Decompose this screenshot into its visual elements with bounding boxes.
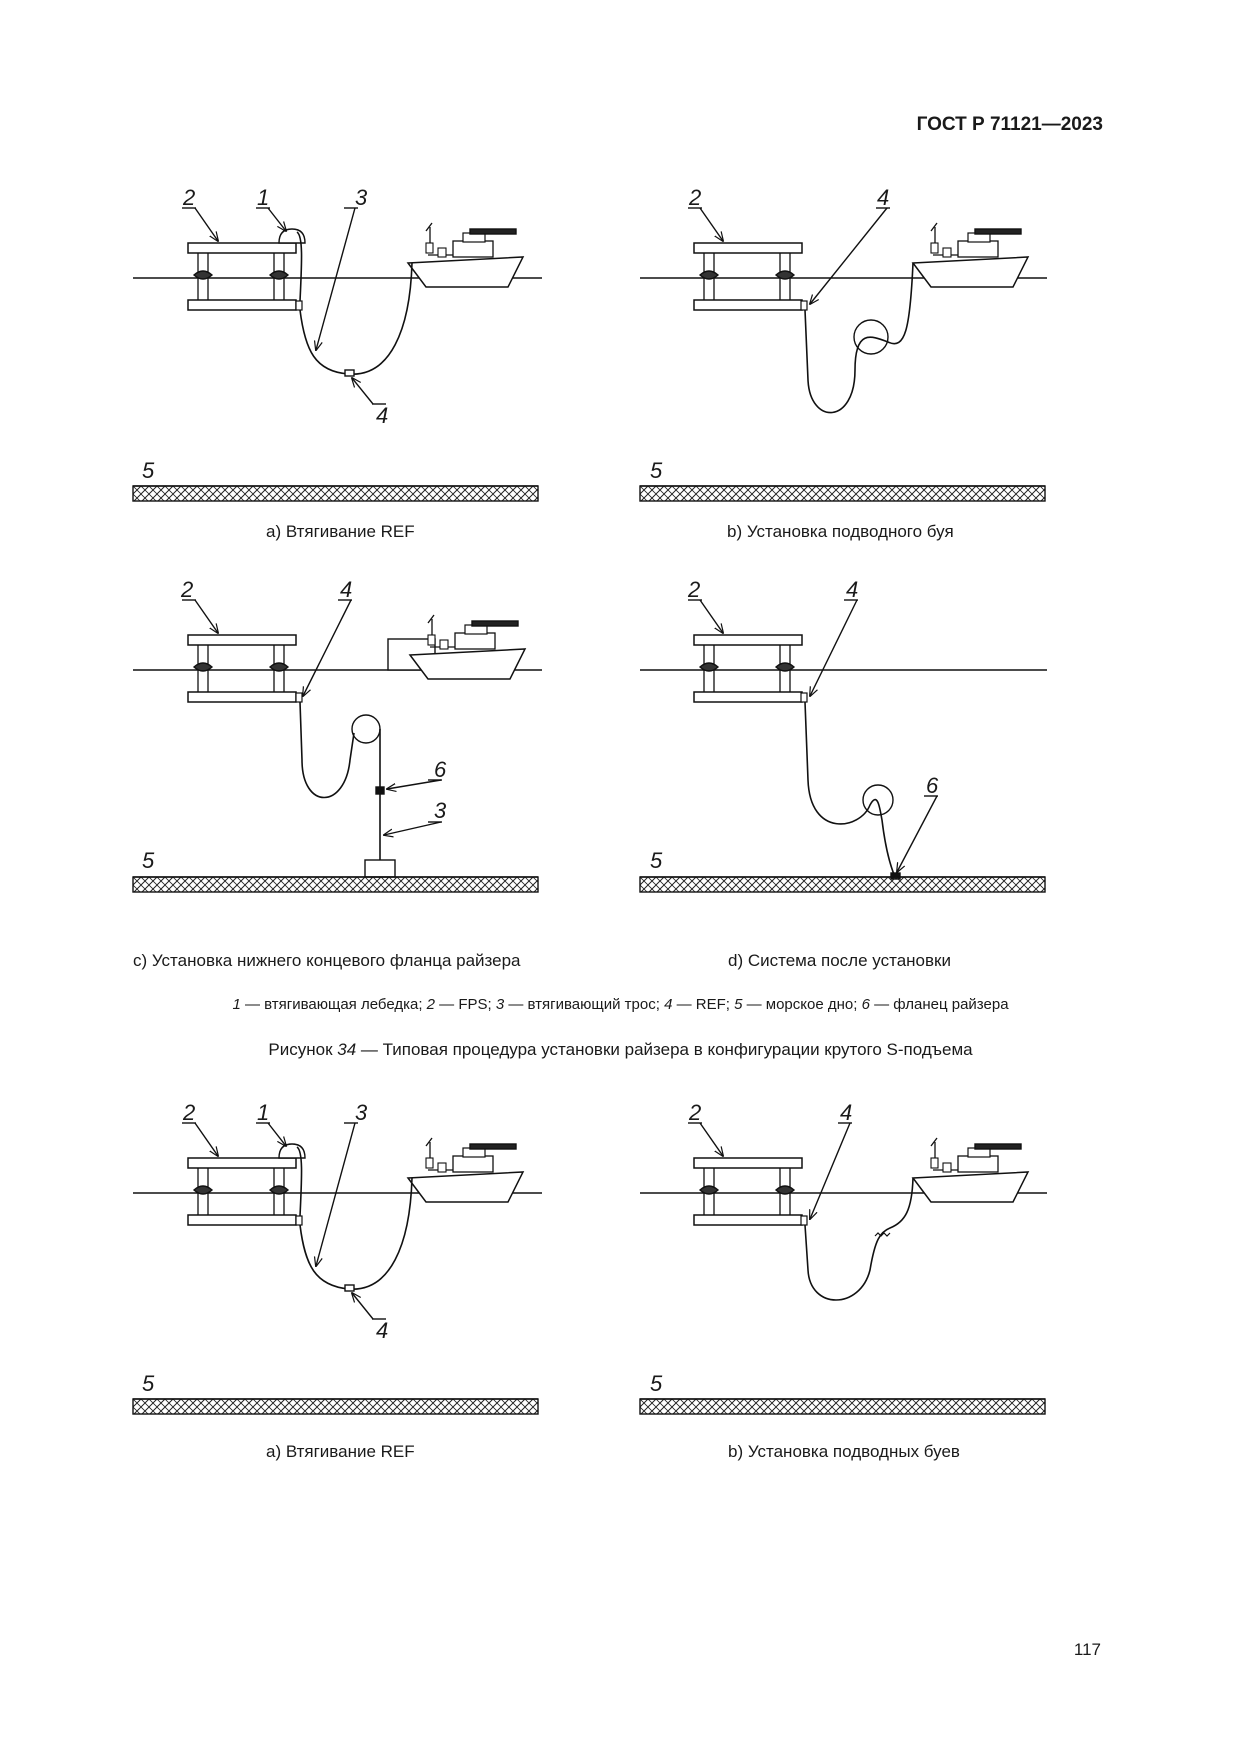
label-34d-5: 5 xyxy=(650,848,663,873)
document-standard-header: ГОСТ Р 71121—2023 xyxy=(916,114,1103,135)
label-34a-3: 3 xyxy=(355,185,368,210)
legend-num-6: 6 xyxy=(861,996,870,1013)
page-number: 117 xyxy=(1073,1640,1101,1659)
label-34a-2: 2 xyxy=(183,185,196,210)
label-34c-6: 6 xyxy=(434,757,447,782)
caption-35b: b) Установка подводных буев xyxy=(728,1442,960,1461)
label-34c-4: 4 xyxy=(340,577,353,602)
label-34c-3: 3 xyxy=(434,798,447,823)
label-35a-1: 1 xyxy=(257,1100,270,1125)
legend-text-5: — морское дно; xyxy=(742,996,862,1013)
label-34d-2: 2 xyxy=(688,577,701,602)
label-35a-5: 5 xyxy=(142,1371,155,1396)
panel-34b xyxy=(640,208,1047,501)
figure-title-number: 34 xyxy=(337,1040,357,1059)
panel-34a xyxy=(133,208,542,501)
legend-text-1: — втягивающая лебедка; xyxy=(240,996,427,1013)
label-34b-4: 4 xyxy=(877,185,890,210)
figure-title-text: — Типовая процедура установки райзера в конфигурации крутого S-подъема xyxy=(356,1040,973,1059)
figure-title-prefix: Рисунок xyxy=(268,1040,338,1059)
label-34a-1: 1 xyxy=(257,185,270,210)
legend-text-3: — втягивающий трос; xyxy=(504,996,665,1013)
panel-35b xyxy=(640,1123,1047,1414)
label-35a-2: 2 xyxy=(183,1100,196,1125)
label-35a-4: 4 xyxy=(376,1318,389,1343)
label-35b-5: 5 xyxy=(650,1371,663,1396)
legend-num-1: 1 xyxy=(232,996,241,1013)
label-35a-3: 3 xyxy=(355,1100,368,1125)
label-34b-5: 5 xyxy=(650,458,663,483)
label-34b-2: 2 xyxy=(689,185,702,210)
caption-35a: a) Втягивание REF xyxy=(266,1442,415,1461)
legend-num-4: 4 xyxy=(664,996,673,1013)
legend-num-5: 5 xyxy=(734,996,743,1013)
legend-text-6: — фланец райзера xyxy=(869,996,1009,1013)
label-34d-6: 6 xyxy=(926,773,939,798)
caption-34c: c) Установка нижнего концевого фланца райзера xyxy=(133,951,521,970)
legend-text-4: — REF; xyxy=(672,996,735,1013)
figure-legend xyxy=(0,996,1241,1013)
legend-num-3: 3 xyxy=(495,996,505,1013)
panel-35a xyxy=(133,1123,542,1414)
panel-34d xyxy=(640,600,1047,892)
caption-34a: a) Втягивание REF xyxy=(266,522,415,541)
label-35b-2: 2 xyxy=(689,1100,702,1125)
panel-34c xyxy=(133,600,542,892)
legend-text-2: — FPS; xyxy=(435,996,496,1013)
label-35b-4: 4 xyxy=(840,1100,853,1125)
label-34c-2: 2 xyxy=(181,577,194,602)
caption-34d: d) Система после установки xyxy=(728,951,951,970)
label-34a-4: 4 xyxy=(376,403,389,428)
legend-num-2: 2 xyxy=(426,996,435,1013)
label-34c-5: 5 xyxy=(142,848,155,873)
label-34a-5: 5 xyxy=(142,458,155,483)
figure-34-title xyxy=(0,1040,1241,1060)
label-34d-4: 4 xyxy=(846,577,859,602)
caption-34b: b) Установка подводного буя xyxy=(727,522,954,541)
